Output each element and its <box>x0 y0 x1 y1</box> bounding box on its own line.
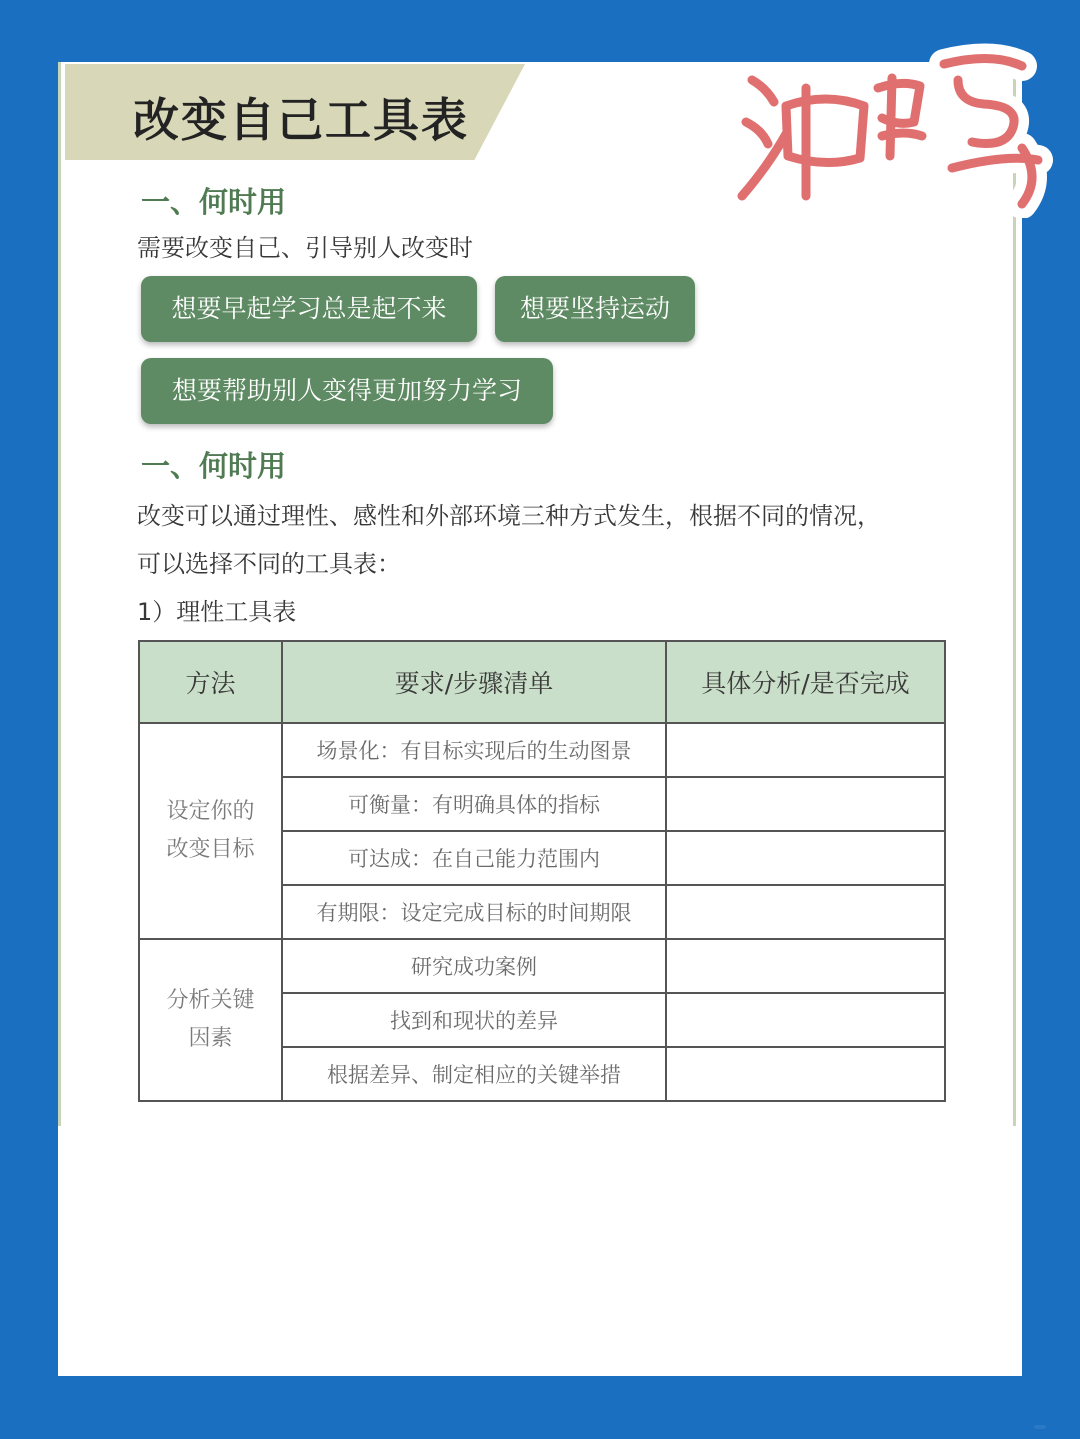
step-cell: 可达成：在自己能力范围内 <box>282 831 666 885</box>
analysis-cell <box>666 993 945 1047</box>
step-cell: 场景化：有目标实现后的生动图景 <box>282 723 666 777</box>
section-heading-when: 一、何时用 <box>141 185 287 219</box>
analysis-cell <box>666 723 945 777</box>
table-header-row <box>139 641 945 723</box>
step-cell: 可衡量：有明确具体的指标 <box>282 777 666 831</box>
header-method: 方法 <box>139 641 282 723</box>
analysis-cell <box>666 831 945 885</box>
rational-tool-table <box>138 640 946 1102</box>
tag-early-study: 想要早起学习总是起不来 <box>141 276 477 342</box>
analysis-cell <box>666 777 945 831</box>
document-content <box>58 62 1016 1126</box>
section-text-when: 需要改变自己、引导别人改变时 <box>137 234 473 262</box>
step-cell: 找到和现状的差异 <box>282 993 666 1047</box>
step-cell: 有期限：设定完成目标的时间期限 <box>282 885 666 939</box>
table-subheading: 1）理性工具表 <box>137 598 297 626</box>
analysis-cell <box>666 1047 945 1101</box>
document-card <box>58 62 1022 1376</box>
analysis-cell <box>666 885 945 939</box>
header-analysis: 具体分析/是否完成 <box>666 641 945 723</box>
paragraph-line-2: 可以选择不同的工具表： <box>137 550 401 578</box>
page-title: 改变自己工具表 <box>133 93 469 147</box>
watermark-badge <box>1034 1425 1046 1429</box>
brand-logo <box>722 18 1062 218</box>
table-row <box>139 723 945 777</box>
header-steps: 要求/步骤清单 <box>282 641 666 723</box>
step-cell: 根据差异、制定相应的关键举措 <box>282 1047 666 1101</box>
section-heading-when-2: 一、何时用 <box>141 449 287 483</box>
method-key-factors: 分析关键 因素 <box>139 939 282 1101</box>
analysis-cell <box>666 939 945 993</box>
method-set-goal: 设定你的 改变目标 <box>139 723 282 939</box>
tag-exercise: 想要坚持运动 <box>495 276 695 342</box>
paragraph-line-1: 改变可以通过理性、感性和外部环境三种方式发生，根据不同的情况， <box>137 502 881 530</box>
tag-help-others: 想要帮助别人变得更加努力学习 <box>141 358 553 424</box>
table-row <box>139 939 945 993</box>
step-cell: 研究成功案例 <box>282 939 666 993</box>
